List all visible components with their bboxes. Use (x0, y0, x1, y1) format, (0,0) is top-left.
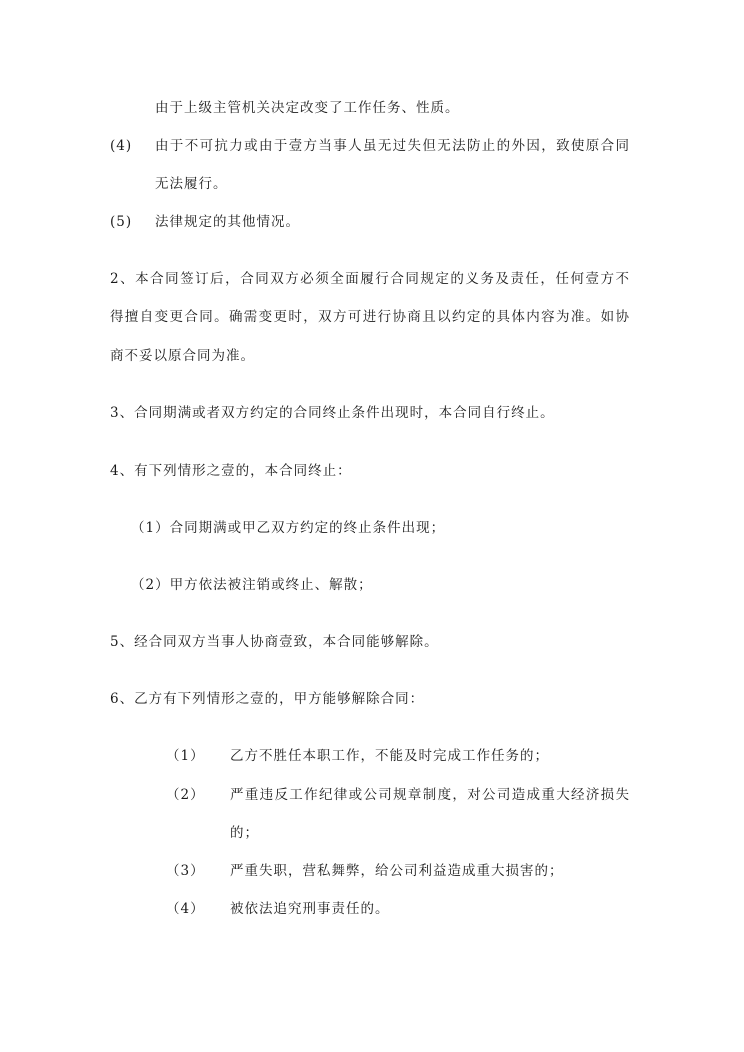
text-line: 商不妥以原合同为准。 (110, 348, 255, 364)
text-line: 无法履行。 (155, 176, 228, 192)
item-number: （1） (166, 748, 205, 764)
text-line-content: 2、本合同签订后，合同双方必须全面履行合同规定的义务及责任，任何壹方不 (110, 271, 630, 287)
text-line: 5、经合同双方当事人协商壹致，本合同能够解除。 (110, 634, 439, 650)
text-line: 由于上级主管机关决定改变了工作任务、性质。 (155, 100, 460, 116)
text-line-content: 严重违反工作纪律或公司规章制度，对公司造成重大经济损失 (230, 787, 630, 803)
text-line: 的； (230, 825, 259, 841)
text-line: 法律规定的其他情况。 (155, 214, 300, 230)
text-line-content: 得擅自变更合同。确需变更时，双方可进行协商且以约定的具体内容为准。如协 (110, 309, 630, 325)
item-number: (5) (110, 214, 133, 230)
item-number: （4） (166, 901, 205, 917)
text-line: 被依法追究刑事责任的。 (230, 901, 390, 917)
text-line (110, 308, 630, 326)
text-line: 严重失职，营私舞弊，给公司利益造成重大损害的； (230, 863, 564, 879)
text-line: （1）合同期满或甲乙双方约定的终止条件出现； (131, 520, 446, 536)
item-number: （2） (166, 787, 205, 803)
item-number: (4) (110, 138, 133, 154)
text-line: 4、有下列情形之壹的，本合同终止： (110, 463, 352, 479)
text-line-content: 由于不可抗力或由于壹方当事人虽无过失但无法防止的外因，致使原合同 (155, 138, 630, 154)
text-line (110, 270, 630, 288)
text-line (155, 137, 630, 155)
text-line: 乙方不胜任本职工作，不能及时完成工作任务的； (230, 748, 549, 764)
text-line: （2）甲方依法被注销或终止、解散； (131, 577, 373, 593)
text-line: 6、乙方有下列情形之壹的，甲方能够解除合同： (110, 691, 425, 707)
item-number: （3） (166, 863, 205, 879)
text-line (230, 786, 630, 804)
text-line: 3、合同期满或者双方约定的合同终止条件出现时，本合同自行终止。 (110, 405, 555, 421)
